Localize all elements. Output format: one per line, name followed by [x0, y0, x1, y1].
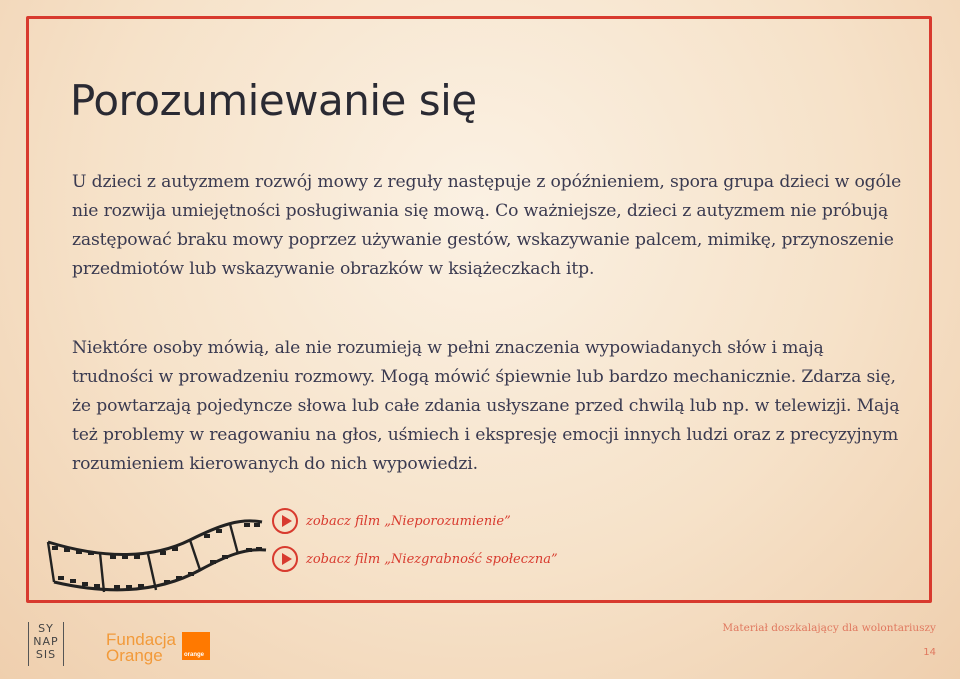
paragraph-1: U dzieci z autyzmem rozwój mowy z reguły następuje z opóźnieniem, spora grupa dzieci w ogóle nie rozwija umiejętności posługiwania się mową. Co ważniejsze, dzieci z autyzmem nie próbują zastępować braku mowy poprzez używanie gestów, wskazywanie palcem, mimikę, przynoszenie przedmiotów lub wskazywanie obrazków w książeczkach itp. [72, 172, 902, 279]
page-number: 14 [923, 647, 936, 658]
film-link-label[interactable]: zobacz film „Niezgrabność społeczna” [306, 551, 558, 567]
synapsis-logo: SY NAP SIS [28, 622, 64, 666]
film-link-label[interactable]: zobacz film „Nieporozumienie” [306, 513, 511, 529]
paragraph-2: Niektóre osoby mówią, ale nie rozumieją w pełni znaczenia wypowiadanych słów i mają trudności w prowadzeniu rozmowy. Mogą mówić śpiewnie lub bardzo mechanicznie. Zdarza się, że powtarzają pojedyncze słowa lub całe zdania usłyszane przed chwilą lub np. w telewizji. Mają też problemy w reagowaniu na głos, uśmiech i ekspresję emocji innych ludzi oraz z precyzyjnym rozumieniem kierowanych do nich wypowiedzi. [72, 338, 900, 474]
play-icon[interactable] [272, 546, 298, 572]
orange-logo: orange [182, 632, 210, 660]
page-title: Porozumiewanie się [70, 76, 477, 125]
film-strip-icon [40, 500, 270, 600]
film-link-niezgrabnosc[interactable] [272, 546, 558, 572]
film-link-nieporozumienie[interactable] [272, 508, 511, 534]
footer-caption: Materiał doszkalający dla wolontariuszy [722, 622, 936, 634]
fundacja-orange-logo: Fundacja Orange [106, 630, 176, 665]
play-icon[interactable] [272, 508, 298, 534]
